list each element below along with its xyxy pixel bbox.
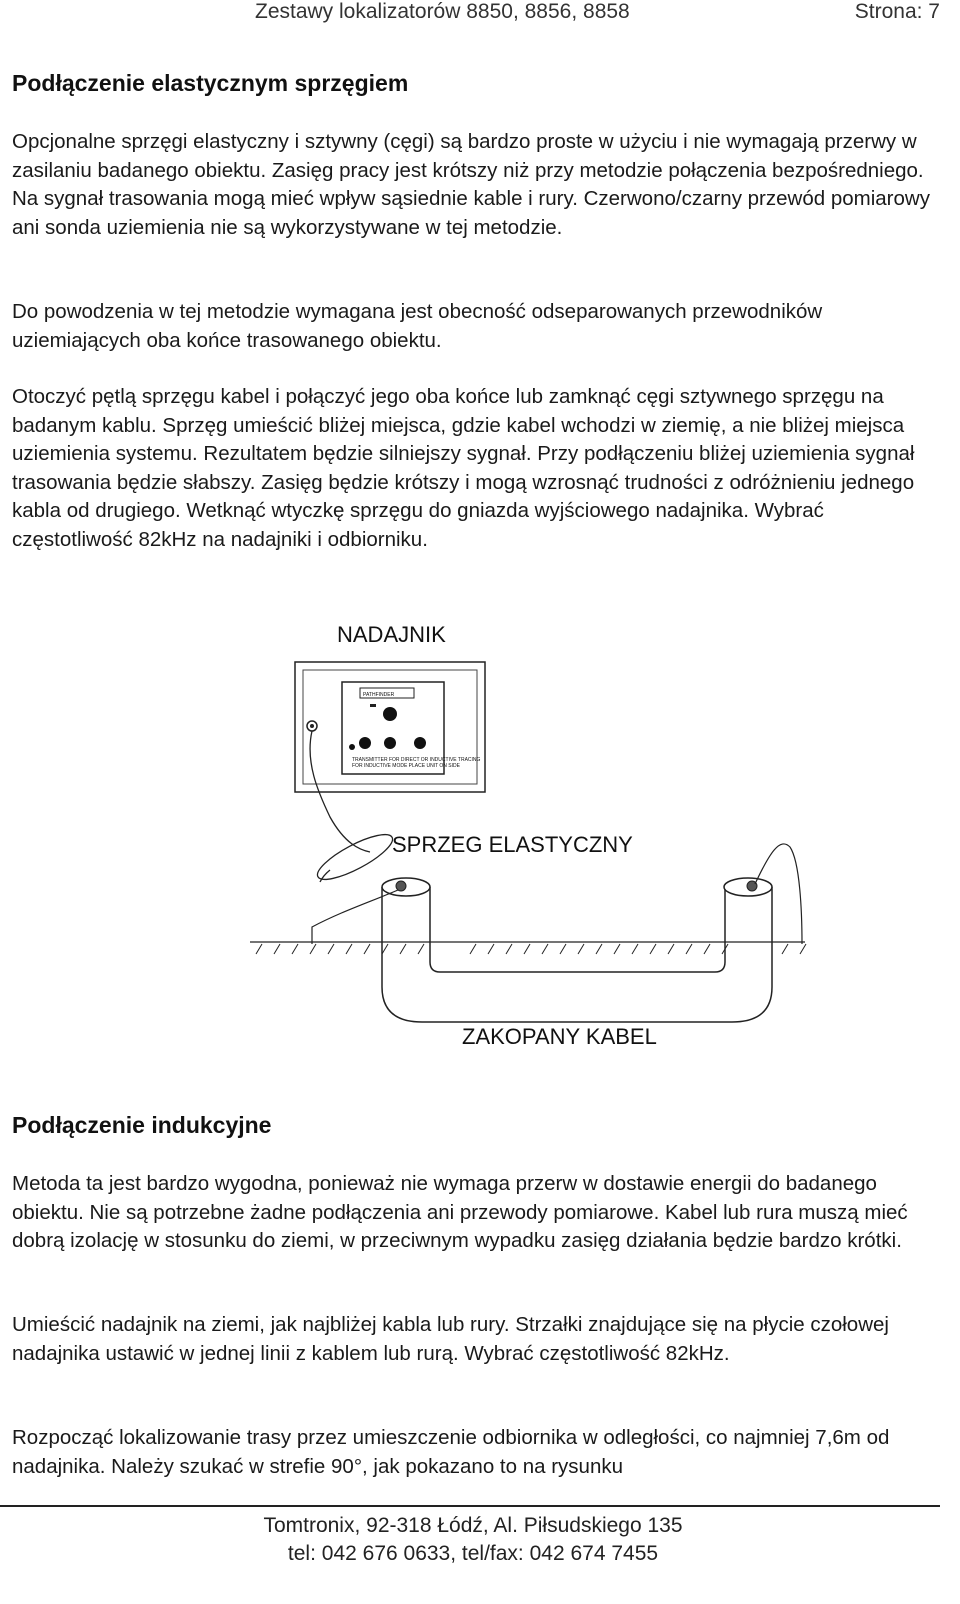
page-footer: [0, 1512, 940, 1568]
label-flexible-coupler: SPRZEG ELASTYCZNY: [392, 832, 633, 857]
section-heading-inductive: Podłączenie indukcyjne: [12, 1112, 272, 1138]
label-transmitter: NADAJNIK: [337, 622, 446, 647]
label-buried-cable: ZAKOPANY KABEL: [462, 1024, 657, 1049]
footer-address: Tomtronix, 92-318 Łódź, Al. Piłsudskiego 135: [263, 1514, 683, 1537]
page-header: [0, 0, 960, 30]
page-number: Strona: 7: [854, 0, 940, 23]
paragraph: Otoczyć pętlą sprzęgu kabel i połączyć jego oba końce lub zamknąć cęgi sztywnego sprzęgu na badanym kablu. Sprzęg umieścić bliżej miejsca, gdzie kabel wchodzi w ziemię, a nie bliżej miejsca uziemienia systemu. Rezultatem będzie silniejszy sygnał. Przy podłączeniu bliżej uziemienia sygnał trasowania będzie słabszy. Zasięg będzie krótszy i mogą wzrosnąć trudności z odróżnieniu jednego kabla od drugiego. Wetknąć wtyczkę sprzęgu do gniazda wyjściowego nadajnika. Wybrać częstotliwość 82kHz na nadajniki i odbiorniku.: [12, 385, 915, 551]
button-icon: [414, 737, 426, 749]
coupler-loop: [312, 827, 397, 888]
paragraph: Do powodzenia w tej metodzie wymagana jest obecność odseparowanych przewodników uziemiających oba końce trasowanego obiektu.: [12, 300, 823, 352]
paragraph: Opcjonalne sprzęgi elastyczny i sztywny (cęgi) są bardzo proste w użyciu i nie wymagają przerwy w zasilaniu badanego obiektu. Zasięg pracy jest krótszy niż przy metodzie połączenia bezpośredniego. Na sygnał trasowania mogą mieć wpływ sąsiednie kable i rury. Czerwono/czarny przewód pomiarowy ani sonda uziemienia nie są wykorzystywane w tej metodzie.: [12, 130, 930, 239]
footer-phone: tel: 042 676 0633, tel/fax: 042 674 7455: [287, 1542, 659, 1565]
device-brand: PATHFINDER: [363, 692, 395, 698]
indicator-light-icon: [349, 744, 355, 750]
panel-text: FOR INDUCTIVE MODE PLACE UNIT ON SIDE: [352, 763, 460, 769]
paragraph: Umieścić nadajnik na ziemi, jak najbliżej kabla lub rury. Strzałki znajdujące się na płycie czołowej nadajnika ustawić w jednej linii z kablem lub rurą. Wybrać częstotliwość 82kHz.: [12, 1313, 889, 1365]
transmitter-device: [295, 662, 485, 792]
button-icon: [359, 737, 371, 749]
panel-text: TRANSMITTER FOR DIRECT OR INDUCTIVE TRACING: [352, 757, 481, 763]
button-icon: [384, 737, 396, 749]
paragraph: Metoda ta jest bardzo wygodna, ponieważ nie wymaga przerw w dostawie energii do badanego obiektu. Nie są potrzebne żadne podłączenia ani przewody pomiarowe. Kabel lub rura muszą mieć dobrą izolację w stosunku do ziemi, w przeciwnym wypadku zasięg działania będzie bardzo krótki.: [12, 1172, 908, 1252]
section-heading-elastic-coupler: Podłączenie elastycznym sprzęgiem: [12, 70, 409, 96]
document-title: Zestawy lokalizatorów 8850, 8856, 8858: [255, 0, 630, 23]
footer-divider: [0, 1505, 940, 1507]
knob-icon: [383, 707, 397, 721]
buried-cable: [382, 878, 772, 1022]
ground-hatching: [256, 944, 806, 954]
coupler-connection-diagram: [0, 612, 960, 1072]
paragraph: Rozpocząć lokalizowanie trasy przez umieszczenie odbiornika w odległości, co najmniej 7,6m od nadajnika. Należy szukać w strefie 90°, jak pokazano to na rysunku: [12, 1426, 890, 1478]
cable-core-icon: [396, 881, 406, 891]
